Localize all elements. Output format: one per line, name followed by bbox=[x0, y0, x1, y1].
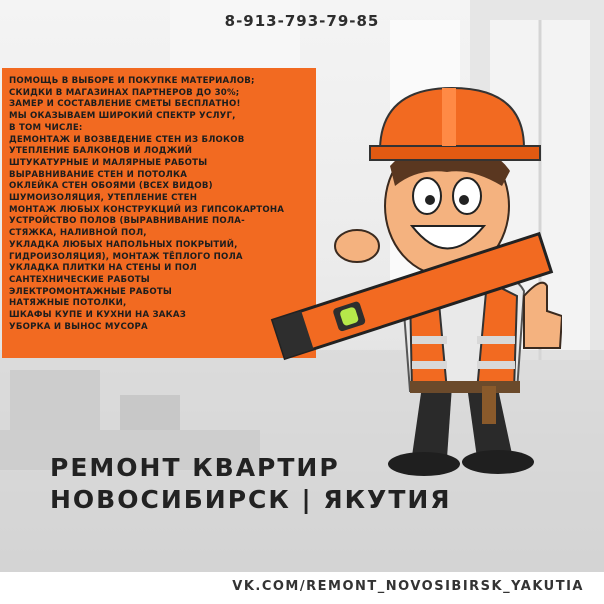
floor-debris-box bbox=[10, 370, 100, 430]
mascot-vest-stripe bbox=[477, 361, 515, 369]
service-line: ОКЛЕЙКА СТЕН ОБОЯМИ (ВСЕХ ВИДОВ) bbox=[9, 181, 213, 192]
mascot-right-boot bbox=[462, 450, 534, 474]
service-line: ДЕМОНТАЖ И ВОЗВЕДЕНИЕ СТЕН ИЗ БЛОКОВ bbox=[9, 134, 245, 145]
service-line: ШТУКАТУРНЫЕ И МАЛЯРНЫЕ РАБОТЫ bbox=[9, 157, 208, 168]
floor-debris-tools bbox=[120, 395, 180, 430]
service-line: ЭЛЕКТРОМОНТАЖНЫЕ РАБОТЫ bbox=[9, 286, 173, 297]
service-line: ПОМОЩЬ В ВЫБОРЕ И ПОКУПКЕ МАТЕРИАЛОВ; bbox=[9, 76, 255, 86]
headline-line-1: РЕМОНТ КВАРТИР bbox=[50, 453, 340, 482]
mascot-vest-stripe bbox=[477, 336, 515, 344]
service-line: ВЫРАВНИВАНИЕ СТЕН И ПОТОЛКА bbox=[9, 169, 188, 180]
mascot-right-pupil bbox=[459, 195, 469, 205]
service-line: САНТЕХНИЧЕСКИЕ РАБОТЫ bbox=[9, 274, 150, 285]
service-line: ГИДРОИЗОЛЯЦИЯ), МОНТАЖ ТЁПЛОГО ПОЛА bbox=[9, 251, 243, 262]
thumbs-up-hand bbox=[524, 283, 562, 348]
phone-number[interactable]: 8-913-793-79-85 bbox=[224, 12, 380, 30]
hard-hat-brim bbox=[370, 146, 540, 160]
mascot-left-leg bbox=[412, 386, 452, 458]
hard-hat-ridge bbox=[442, 88, 456, 146]
builder-mascot-illustration bbox=[262, 86, 562, 496]
mascot-hammer-handle bbox=[482, 386, 496, 424]
service-line: МОНТАЖ ЛЮБЫХ КОНСТРУКЦИЙ ИЗ ГИПСОКАРТОНА bbox=[9, 204, 285, 215]
service-line: МЫ ОКАЗЫВАЕМ ШИРОКИЙ СПЕКТР УСЛУГ, bbox=[9, 111, 236, 122]
headline-line-2: НОВОСИБИРСК | ЯКУТИЯ bbox=[50, 485, 452, 514]
mascot-vest-stripe bbox=[412, 336, 447, 344]
mascot-vest-stripe bbox=[412, 361, 447, 369]
service-line: В ТОМ ЧИСЛЕ: bbox=[9, 122, 83, 133]
main-headline bbox=[50, 452, 452, 516]
service-line: ШУМОИЗОЛЯЦИЯ, УТЕПЛЕНИЕ СТЕН bbox=[9, 193, 198, 204]
service-line: УСТРОЙСТВО ПОЛОВ (ВЫРАВНИВАНИЕ ПОЛА- bbox=[9, 216, 245, 227]
service-line: НАТЯЖНЫЕ ПОТОЛКИ, bbox=[9, 298, 127, 309]
mascot-left-pupil bbox=[425, 195, 435, 205]
service-line: УКЛАДКА ЛЮБЫХ НАПОЛЬНЫХ ПОКРЫТИЙ, bbox=[9, 239, 238, 250]
vk-link[interactable]: VK.COM/REMONT_NOVOSIBIRSK_YAKUTIA bbox=[232, 579, 584, 594]
mascot-tool-belt bbox=[410, 381, 520, 393]
service-line: УКЛАДКА ПЛИТКИ НА СТЕНЫ И ПОЛ bbox=[9, 263, 197, 274]
mascot-left-hand bbox=[335, 230, 379, 262]
service-line: ЗАМЕР И СОСТАВЛЕНИЕ СМЕТЫ БЕСПЛАТНО! bbox=[9, 99, 241, 110]
service-line: СКИДКИ В МАГАЗИНАХ ПАРТНЕРОВ ДО 30%; bbox=[9, 87, 240, 98]
service-line: СТЯЖКА, НАЛИВНОЙ ПОЛ, bbox=[9, 228, 147, 239]
service-line: УТЕПЛЕНИЕ БАЛКОНОВ И ЛОДЖИЙ bbox=[9, 146, 193, 157]
footer-bar bbox=[0, 572, 604, 604]
service-line: УБОРКА И ВЫНОС МУСОРА bbox=[9, 321, 148, 332]
service-line: ШКАФЫ КУПЕ И КУХНИ НА ЗАКАЗ bbox=[9, 310, 187, 321]
